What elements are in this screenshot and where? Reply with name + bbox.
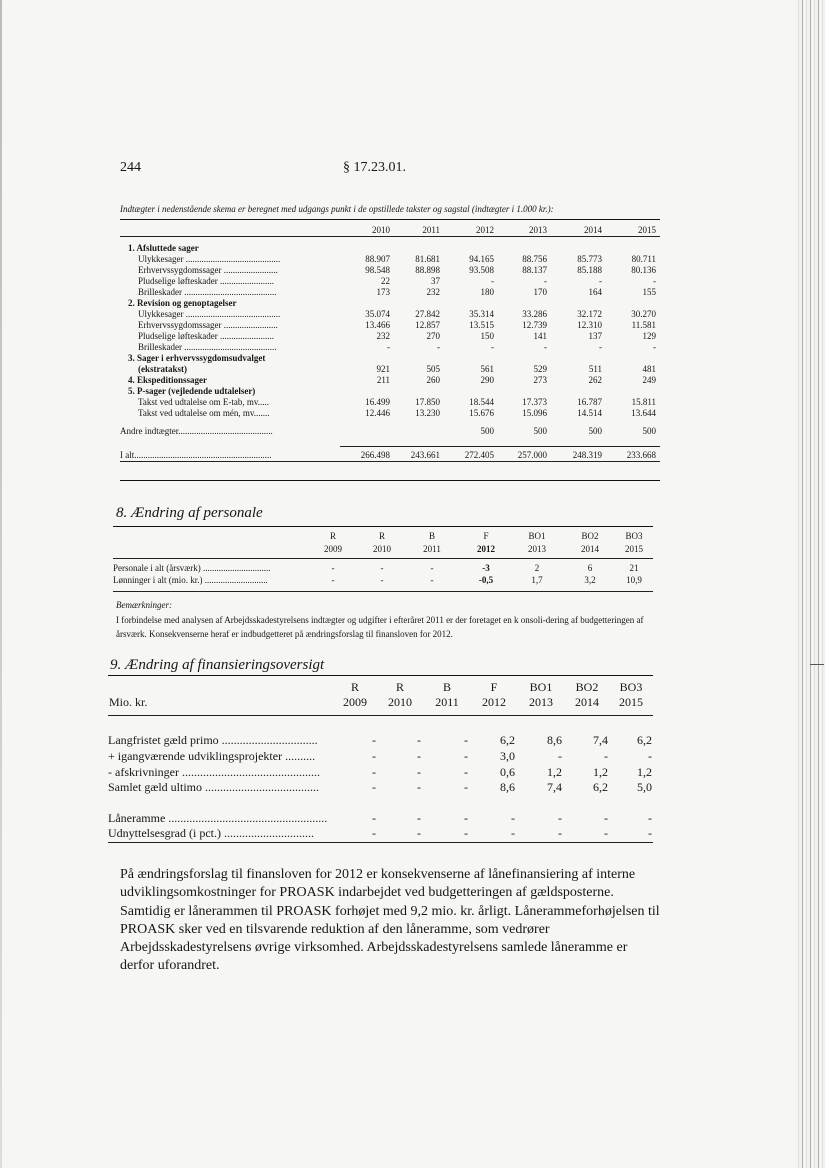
income-cell: 98.548 [365, 265, 390, 275]
financing-cell: - [417, 780, 421, 794]
income-cell: - [653, 342, 656, 352]
income-row-label: Pludselige løfteskader ........................ [138, 276, 274, 286]
income-year-header: 2012 [476, 225, 494, 235]
financing-cell: - [604, 749, 608, 763]
financing-col-type: BO3 [619, 680, 643, 694]
personnel-cell: 10,9 [626, 575, 642, 585]
income-row-label: Takst ved udtalelse om E-tab, mv..... [138, 397, 270, 407]
income-cell: - [544, 342, 547, 352]
income-table-top-rule [120, 219, 660, 220]
financing-row-label: + igangværende udviklingsprojekter .......... [108, 749, 316, 763]
income-cell: - [387, 342, 390, 352]
income-cell: 88.898 [415, 265, 440, 275]
income-row-label: (ekstratakst) [138, 364, 187, 374]
income-cell: 13.230 [415, 408, 440, 418]
financing-cell: - [511, 826, 515, 840]
personnel-cell: - [380, 563, 384, 573]
income-row-label: 4. Ekspeditionssager [128, 375, 208, 385]
financing-col-type: BO2 [575, 680, 599, 694]
financing-cell: - [464, 826, 468, 840]
income-cell: 248.319 [572, 450, 602, 460]
personnel-col-type: R [329, 531, 336, 541]
income-row-label: Ulykkesager .......................................... [138, 309, 281, 319]
personnel-col-type: B [428, 531, 435, 541]
financing-cell: 3,0 [500, 749, 515, 763]
income-table-total-rule [120, 461, 660, 462]
financing-cell: - [604, 811, 608, 825]
personnel-row-label: Personale i alt (årsværk) .............................. [113, 563, 271, 573]
financing-cell: 7,4 [593, 733, 608, 747]
income-cell: 30.270 [631, 309, 656, 319]
financing-cell: - [648, 811, 652, 825]
income-row-label: 1. Afsluttede sager [128, 243, 199, 253]
income-cell: - [544, 276, 547, 286]
income-cell: 137 [588, 331, 602, 341]
financing-cell: - [464, 749, 468, 763]
income-cell: 266.498 [360, 450, 390, 460]
income-cell: 12.739 [522, 320, 547, 330]
income-cell: 94.165 [469, 254, 494, 264]
income-row-label: 2. Revision og genoptagelser [128, 298, 237, 308]
income-cell: 22 [381, 276, 390, 286]
income-row-label: Ulykkesager .......................................... [138, 254, 281, 264]
income-cell: 13.466 [365, 320, 390, 330]
financing-cell: - [464, 780, 468, 794]
scan-left-edge [0, 0, 2, 1168]
personnel-col-year: 2014 [581, 544, 599, 554]
financing-cell: - [558, 811, 562, 825]
personnel-col-year: 2015 [625, 544, 643, 554]
income-year-header: 2011 [422, 225, 440, 235]
financing-row [108, 826, 653, 842]
financing-row [108, 765, 653, 781]
income-cell: 290 [480, 375, 494, 385]
personnel-header-rule [113, 558, 653, 559]
financing-cell: - [417, 765, 421, 779]
income-table-row [120, 331, 660, 342]
income-cell: - [653, 276, 656, 286]
income-table-row [120, 254, 660, 265]
income-cell: 32.172 [577, 309, 602, 319]
income-table-bottom-rule [120, 480, 660, 481]
income-cell: 155 [642, 287, 656, 297]
personnel-cell: - [331, 575, 335, 585]
income-table-row [120, 353, 660, 364]
income-year-header: 2014 [584, 225, 602, 235]
income-table-row [120, 287, 660, 298]
personnel-cell: 21 [629, 563, 639, 573]
income-table-row [120, 342, 660, 353]
financing-cell: - [417, 826, 421, 840]
financing-cell: 6,2 [500, 733, 515, 747]
income-table-row [120, 386, 660, 397]
financing-cell: - [558, 826, 562, 840]
financing-col-type: R [395, 680, 404, 694]
income-row-label: I alt............................................................. [120, 450, 272, 460]
personnel-bottom-rule [113, 591, 653, 592]
income-cell: 12.446 [365, 408, 390, 418]
personnel-cell: 6 [587, 563, 593, 573]
financing-cell: - [417, 811, 421, 825]
financing-cell: - [648, 826, 652, 840]
income-cell: 88.137 [522, 265, 547, 275]
income-cell: 18.544 [469, 397, 494, 407]
financing-cell: - [464, 765, 468, 779]
income-cell: 85.188 [577, 265, 602, 275]
financing-cell: - [372, 733, 376, 747]
financing-cell: 8,6 [547, 733, 562, 747]
income-cell: 141 [533, 331, 547, 341]
income-cell: 35.314 [469, 309, 494, 319]
financing-cell: - [417, 733, 421, 747]
scan-right-edge [795, 0, 825, 1168]
income-table-row [120, 375, 660, 386]
personnel-col-year: 2013 [528, 544, 546, 554]
income-cell: 33.286 [522, 309, 547, 319]
financing-cell: 6,2 [593, 780, 608, 794]
income-row-label: 3. Sager i erhvervssygdomsudvalget [128, 353, 266, 363]
income-table-row [120, 397, 660, 408]
income-cell: 233.668 [626, 450, 656, 460]
financing-row-label: Samlet gæld ultimo ...................................... [108, 780, 320, 794]
personnel-note-heading: Bemærkninger: [116, 600, 172, 610]
financing-col-year: 2010 [388, 695, 412, 709]
personnel-note-text: I forbindelse med analysen af Arbejdsskadestyrelsens indtægter og udgifter i efteråret 2011 er der foretaget en k onsoli-dering af budgetteringen af årsværk. Konsekvenserne heraf er indbudgetteret på ændringsforslag til finansloven for 2012. [116, 615, 644, 639]
income-table-row [120, 309, 660, 320]
income-table-row [120, 298, 660, 309]
income-cell: 13.644 [631, 408, 656, 418]
income-table-row [120, 408, 660, 419]
financing-col-year: 2014 [575, 695, 599, 709]
income-cell: 211 [376, 375, 390, 385]
income-cell: 17.373 [522, 397, 547, 407]
income-cell: 257.000 [517, 450, 547, 460]
income-cell: 12.857 [415, 320, 440, 330]
financing-cell: 1,2 [593, 765, 608, 779]
income-cell: - [491, 276, 494, 286]
financing-row [108, 733, 653, 749]
personnel-cell: - [430, 563, 434, 573]
financing-col-year: 2011 [435, 695, 459, 709]
income-cell: 16.787 [577, 397, 602, 407]
income-cell: 11.581 [631, 320, 656, 330]
personnel-cell: -3 [482, 563, 490, 573]
personnel-col-type: BO1 [528, 531, 546, 541]
financing-cell: - [372, 749, 376, 763]
income-cell: 85.773 [577, 254, 602, 264]
financing-col-year: 2009 [343, 695, 367, 709]
financing-row [108, 811, 653, 827]
body-paragraph: På ændringsforslag til finansloven for 2012 er konsekvenserne af lånefinansiering af interne udviklingsomkostninger for PROASK indarbejdet ved budgetteringen af gældsposterne. Samtidig er lånerammen til PROASK forhøjet med 9,2 mio. kr. årligt. Lånerammeforhøjelsen til PROASK sker ved en tilsvarende reduktion af den låneramme, som vedrører Arbejdsskadestyrelsens øvrige virksomhed. Arbejdsskadestyrelsens samlede låneramme er derfor uforandret. [120, 867, 660, 974]
financing-cell: - [464, 733, 468, 747]
income-cell: 500 [642, 426, 656, 436]
income-cell: 17.850 [415, 397, 440, 407]
income-cell: 273 [533, 375, 547, 385]
income-row-label: Brilleskader ......................................... [138, 287, 277, 297]
income-cell: 529 [533, 364, 547, 374]
income-table-row [120, 320, 660, 331]
financing-col-year: 2012 [482, 695, 506, 709]
income-cell: 260 [426, 375, 440, 385]
income-table-header-rule [120, 236, 660, 237]
income-cell: 88.907 [365, 254, 390, 264]
income-cell: 13.515 [469, 320, 494, 330]
financing-cell: - [604, 826, 608, 840]
income-row-label: Takst ved udtalelse om mén, mv....... [138, 408, 270, 418]
personnel-col-year: 2011 [423, 544, 441, 554]
income-cell: 180 [480, 287, 494, 297]
personnel-col-year: 2009 [324, 544, 342, 554]
income-cell: 129 [642, 331, 656, 341]
income-cell: - [599, 276, 602, 286]
income-cell: 80.136 [631, 265, 656, 275]
income-cell: 35.074 [365, 309, 390, 319]
financing-cell: - [511, 811, 515, 825]
financing-cell: 6,2 [637, 733, 652, 747]
financing-unit-label: Mio. kr. [109, 695, 148, 709]
income-cell: 500 [533, 426, 547, 436]
income-cell: 164 [588, 287, 602, 297]
financing-cell: 1,2 [547, 765, 562, 779]
income-table-row [120, 364, 660, 375]
income-cell: 88.756 [522, 254, 547, 264]
financing-row [108, 749, 653, 765]
income-row-label: 5. P-sager (vejledende udtalelser) [128, 386, 256, 396]
income-cell: 500 [588, 426, 602, 436]
financing-row-label: - afskrivninger .............................................. [108, 765, 320, 779]
income-cell: 249 [642, 375, 656, 385]
income-cell: 93.508 [469, 265, 494, 275]
income-row-label: Erhvervssygdomssager ........................ [138, 320, 278, 330]
income-cell: 511 [588, 364, 602, 374]
financing-cell: 7,4 [547, 780, 562, 794]
income-cell: 270 [426, 331, 440, 341]
income-cell: 15.811 [631, 397, 656, 407]
financing-section-title: 9. Ændring af finansieringsoversigt [110, 657, 325, 673]
financing-row-label: Udnyttelsesgrad (i pct.) .............................. [108, 826, 314, 840]
financing-header-rule [108, 715, 653, 716]
personnel-section-title: 8. Ændring af personale [116, 505, 263, 521]
financing-col-year: 2015 [619, 695, 643, 709]
financing-row-label: Langfristet gæld primo ................................ [108, 733, 318, 747]
personnel-cell: 1,7 [531, 575, 543, 585]
income-table-subtotal-rule [340, 446, 660, 447]
income-row-label: Brilleskader ......................................... [138, 342, 277, 352]
personnel-cell: -0,5 [478, 575, 494, 585]
income-cell: 500 [480, 426, 494, 436]
income-cell: 481 [642, 364, 656, 374]
financing-col-type: R [350, 680, 359, 694]
income-table-row [120, 426, 660, 437]
financing-cell: 1,2 [637, 765, 652, 779]
financing-cell: - [372, 765, 376, 779]
income-cell: - [437, 342, 440, 352]
personnel-cell: 3,2 [584, 575, 596, 585]
income-cell: 27.842 [415, 309, 440, 319]
income-year-header: 2010 [372, 225, 390, 235]
income-row-label: Pludselige løfteskader ........................ [138, 331, 274, 341]
financing-col-type: B [442, 680, 451, 694]
financing-cell: - [558, 749, 562, 763]
income-cell: 37 [431, 276, 440, 286]
financing-cell: - [372, 826, 376, 840]
personnel-col-type: BO3 [625, 531, 643, 541]
income-year-header: 2015 [638, 225, 656, 235]
income-cell: 505 [426, 364, 440, 374]
financing-col-type: F [490, 680, 498, 694]
income-cell: 173 [376, 287, 390, 297]
financing-cell: 5,0 [637, 780, 652, 794]
income-cell: 15.096 [522, 408, 547, 418]
income-cell: 150 [480, 331, 494, 341]
personnel-row-label: Lønninger i alt (mio. kr.) ............................ [113, 575, 268, 585]
income-cell: 243.661 [410, 450, 440, 460]
income-table-intro: Indtægter i nedenstående skema er beregnet med udgangs punkt i de opstillede takster og sagstal (indtægter i 1.000 kr.): [120, 204, 554, 214]
personnel-cell: - [331, 563, 335, 573]
income-cell: 272.405 [464, 450, 494, 460]
financing-cell: - [464, 811, 468, 825]
financing-cell: - [372, 780, 376, 794]
financing-top-rule [108, 675, 653, 676]
income-cell: 80.711 [631, 254, 656, 264]
income-cell: - [599, 342, 602, 352]
income-cell: 232 [426, 287, 440, 297]
financing-cell: 0,6 [500, 765, 515, 779]
income-cell: 16.499 [365, 397, 390, 407]
section-number: § 17.23.01. [343, 160, 406, 175]
personnel-col-year: 2010 [373, 544, 391, 554]
income-table-row [120, 450, 660, 461]
personnel-cell: - [430, 575, 434, 585]
personnel-cell: - [380, 575, 384, 585]
income-table-row [120, 265, 660, 276]
income-cell: 232 [376, 331, 390, 341]
income-year-header: 2013 [529, 225, 547, 235]
income-row-label: Erhvervssygdomssager ........................ [138, 265, 278, 275]
financing-col-type: BO1 [529, 680, 553, 694]
financing-cell: - [417, 749, 421, 763]
financing-cell: - [372, 811, 376, 825]
financing-cell: 8,6 [500, 780, 515, 794]
financing-row [108, 780, 653, 796]
income-table-row [120, 243, 660, 254]
personnel-col-type: F [483, 531, 489, 541]
financing-row-label: Låneramme ..................................................... [108, 811, 328, 825]
financing-cell: - [648, 749, 652, 763]
income-cell: 561 [480, 364, 494, 374]
income-cell: 14.514 [577, 408, 602, 418]
personnel-col-year: 2012 [477, 544, 495, 554]
financing-bottom-rule [108, 842, 653, 843]
income-cell: 921 [376, 364, 390, 374]
income-cell: 81.681 [415, 254, 440, 264]
personnel-row [113, 563, 653, 575]
personnel-col-type: BO2 [581, 531, 599, 541]
income-table-row [120, 276, 660, 287]
personnel-cell: 2 [534, 563, 540, 573]
income-cell: 15.676 [469, 408, 494, 418]
income-cell: 262 [588, 375, 602, 385]
income-cell: 170 [533, 287, 547, 297]
income-cell: - [491, 342, 494, 352]
personnel-col-type: R [378, 531, 385, 541]
income-cell: 12.310 [577, 320, 602, 330]
scan-right-mark [810, 664, 824, 665]
personnel-top-rule [113, 526, 653, 527]
income-row-label: Andre indtægter.......................................... [120, 426, 273, 436]
page-number: 244 [120, 160, 141, 175]
personnel-row [113, 575, 653, 587]
financing-col-year: 2013 [529, 695, 553, 709]
